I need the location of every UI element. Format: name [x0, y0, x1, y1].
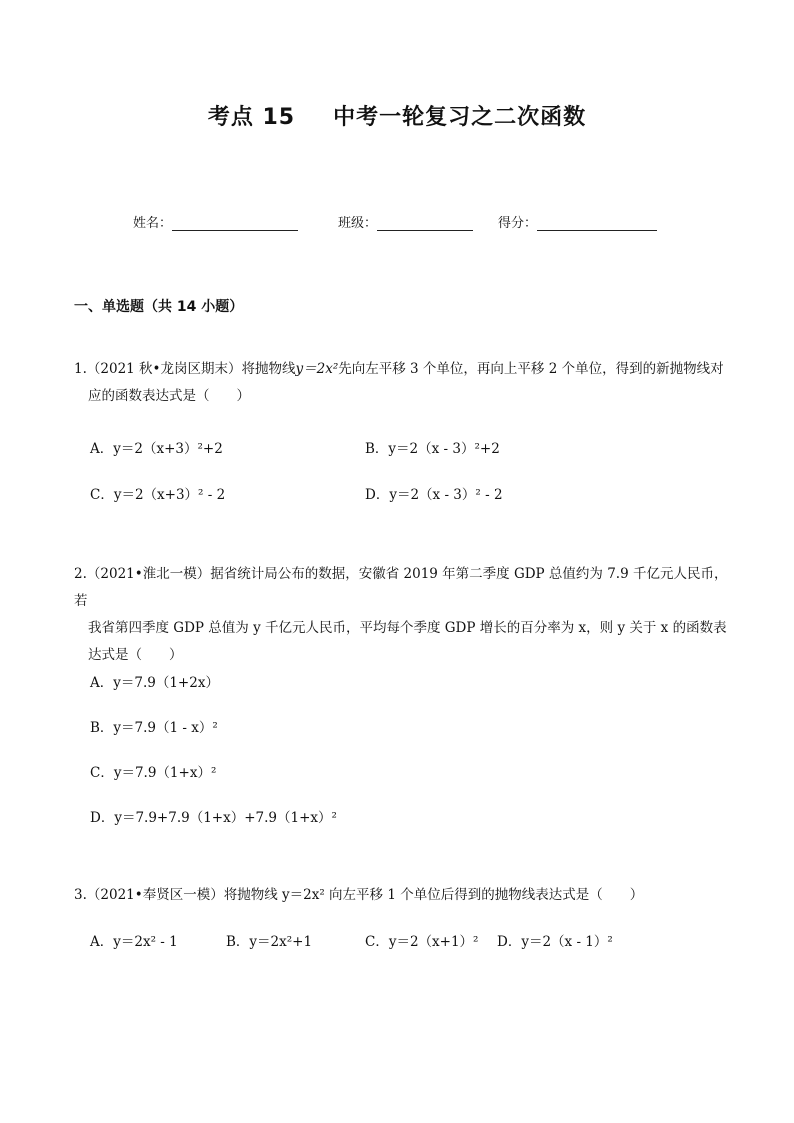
- question-2-option-d[interactable]: D．y＝7.9+7.9（1+x）+7.9（1+x）²: [90, 810, 337, 826]
- name-blank-line[interactable]: [172, 216, 298, 231]
- question-text: 据省统计局公布的数据，安徽省 2019 年第二季度 GDP 总值约为 7.9 千亿元人民币，若: [74, 566, 728, 609]
- question-1-option-c[interactable]: C．y＝2（x+3）² - 2: [90, 487, 226, 503]
- question-source: （2021•奉贤区一模）: [86, 887, 224, 903]
- name-field[interactable]: [133, 212, 298, 231]
- section-heading: 一、单选题（共 14 小题）: [74, 299, 244, 315]
- class-field[interactable]: [338, 212, 473, 231]
- class-label: 班级：: [338, 216, 378, 231]
- question-1: [74, 356, 734, 410]
- question-3-option-d[interactable]: D．y＝2（x - 1）²: [497, 934, 613, 950]
- question-source: （2021 秋•龙岗区期末）: [86, 361, 242, 377]
- question-2-option-a[interactable]: A．y＝7.9（1+2x）: [90, 675, 219, 691]
- question-equation: y＝2x²: [295, 361, 339, 377]
- score-blank-line[interactable]: [537, 216, 657, 231]
- question-text: 我省第四季度 GDP 总值为 y 千亿元人民币，平均每个季度 GDP 增长的百分率为 x，则 y 关于 x 的函数表: [88, 620, 727, 636]
- question-1-option-d[interactable]: D．y＝2（x - 3）² - 2: [365, 487, 503, 503]
- class-blank-line[interactable]: [377, 216, 473, 231]
- question-3-option-a[interactable]: A．y＝2x² - 1: [90, 934, 178, 950]
- question-text: 应的函数表达式是（ ）: [88, 388, 250, 404]
- question-number: 3.: [74, 887, 87, 903]
- page-title: [0, 100, 794, 131]
- question-1-stem-line-1: [74, 356, 734, 383]
- score-field[interactable]: [498, 212, 657, 231]
- question-source: （2021•淮北一模）: [86, 566, 211, 582]
- question-2: [74, 561, 734, 669]
- question-2-option-b[interactable]: B．y＝7.9（1 - x）²: [90, 720, 218, 736]
- question-1-option-a[interactable]: A．y＝2（x+3）²+2: [90, 441, 223, 457]
- question-number: 2.: [74, 566, 87, 582]
- question-3: [74, 882, 734, 909]
- title-topic-number: 考点 15: [207, 105, 296, 130]
- question-3-option-c[interactable]: C．y＝2（x+1）²: [365, 934, 479, 950]
- score-label: 得分：: [498, 216, 538, 231]
- question-2-option-c[interactable]: C．y＝7.9（1+x）²: [90, 765, 217, 781]
- question-text: 将抛物线 y＝2x² 向左平移 1 个单位后得到的抛物线表达式是（ ）: [223, 887, 644, 903]
- question-3-option-b[interactable]: B．y＝2x²+1: [226, 934, 313, 950]
- name-label: 姓名：: [133, 216, 173, 231]
- question-1-option-b[interactable]: B．y＝2（x - 3）²+2: [365, 441, 500, 457]
- title-topic-name: 中考一轮复习之二次函数: [333, 105, 587, 130]
- question-text: 将抛物线: [241, 361, 296, 377]
- question-2-stem-line-1: [74, 561, 734, 615]
- question-text: 达式是（ ）: [88, 647, 183, 663]
- question-text: 先向左平移 3 个单位，再向上平移 2 个单位，得到的新抛物线对: [338, 361, 724, 377]
- question-number: 1.: [74, 361, 87, 377]
- question-3-stem-line-1: [74, 882, 734, 909]
